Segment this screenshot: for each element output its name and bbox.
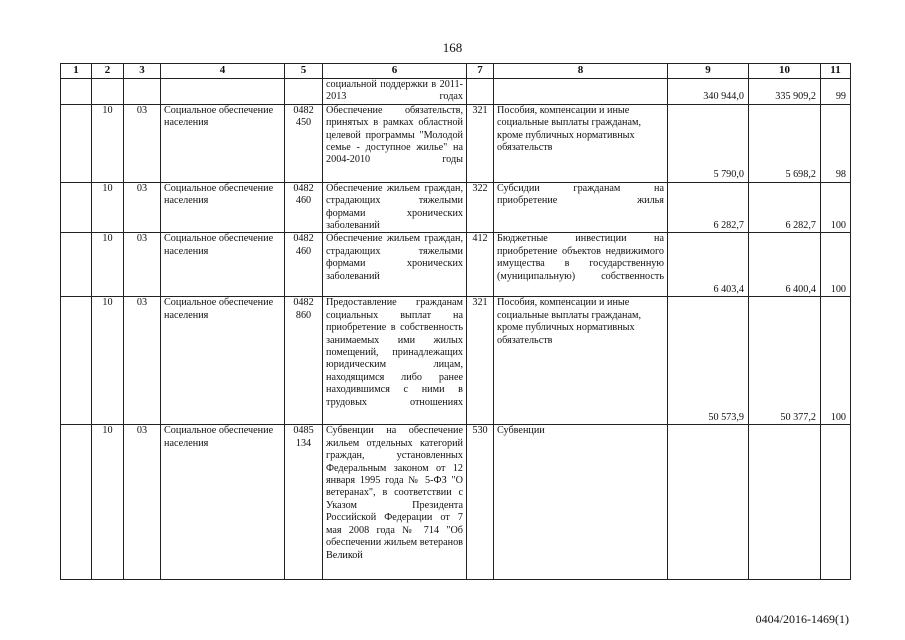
column-header: 8 (494, 64, 668, 79)
cell-expense-type-name: Пособия, компенсации и иные социальные выплаты гражданам, кроме публичных нормативных обязательств (494, 297, 668, 425)
table-row (61, 425, 851, 580)
cell-target-code: 0482 460 (285, 233, 323, 297)
cell-percent: 98 (821, 104, 851, 182)
cell-planned: 340 944,0 (668, 79, 749, 105)
column-header: 4 (161, 64, 285, 79)
cell-planned: 6 403,4 (668, 233, 749, 297)
cell-expense-type: 530 (467, 425, 494, 580)
cell-planned: 50 573,9 (668, 297, 749, 425)
cell-article-name: Предоставление гражданам социальных выплат на приобретение в собственность занимаемых ими жилых помещений, принадлежащих юридическим лицам, находящимся либо ранее находившимся с ними в трудовых отношениях (323, 297, 467, 425)
cell-subsection-name: Социальное обеспечение населения (161, 425, 285, 580)
cell-subsection-name: Социальное обеспечение населения (161, 297, 285, 425)
column-header: 11 (821, 64, 851, 79)
cell-row-number (61, 233, 92, 297)
cell-article-name: Субвенции на обеспечение жильем отдельных категорий граждан, установленных Федеральным законом от 12 января 1995 года № 5-ФЗ "О ветеранах", в соответствии с Указом Президента Российской Федерации от 7 мая 2008 года № 714 "Об обеспечении жильем ветеранов Великой (323, 425, 467, 580)
cell-target-code: 0482 860 (285, 297, 323, 425)
cell-expense-type: 321 (467, 104, 494, 182)
cell-subsection-name: Социальное обеспечение населения (161, 104, 285, 182)
cell-article-name: Обеспечение жильем граждан, страдающих тяжелыми формами хронических заболеваний (323, 233, 467, 297)
cell-row-number (61, 182, 92, 233)
cell-section: 10 (92, 182, 124, 233)
cell-section: 10 (92, 233, 124, 297)
cell-percent: 100 (821, 233, 851, 297)
cell-subsection: 03 (124, 182, 161, 233)
cell-executed: 6 400,4 (749, 233, 821, 297)
cell-section (92, 79, 124, 105)
cell-planned: 6 282,7 (668, 182, 749, 233)
cell-expense-type-name (494, 79, 668, 105)
cell-expense-type: 321 (467, 297, 494, 425)
cell-section: 10 (92, 297, 124, 425)
cell-target-code: 0482 450 (285, 104, 323, 182)
cell-subsection (124, 79, 161, 105)
cell-subsection-name: Социальное обеспечение населения (161, 182, 285, 233)
cell-expense-type-name: Субвенции (494, 425, 668, 580)
cell-expense-type-name: Субсидии гражданам на приобретение жилья (494, 182, 668, 233)
cell-subsection-name (161, 79, 285, 105)
cell-subsection: 03 (124, 297, 161, 425)
cell-subsection: 03 (124, 233, 161, 297)
header-row (61, 64, 851, 79)
cell-expense-type-name: Бюджетные инвестиции на приобретение объектов недвижимого имущества в государственную (муниципальную) собственность (494, 233, 668, 297)
cell-article-name: социальной поддержки в 2011-2013 годах (323, 79, 467, 105)
cell-percent: 100 (821, 182, 851, 233)
cell-subsection-name: Социальное обеспечение населения (161, 233, 285, 297)
column-header: 1 (61, 64, 92, 79)
table-row (61, 297, 851, 425)
cell-expense-type: 322 (467, 182, 494, 233)
column-header: 5 (285, 64, 323, 79)
cell-executed: 50 377,2 (749, 297, 821, 425)
cell-article-name: Обеспечение обязательств, принятых в рамках областной целевой программы "Молодой семье - доступное жилье" на 2004-2010 годы (323, 104, 467, 182)
cell-executed: 335 909,2 (749, 79, 821, 105)
cell-row-number (61, 425, 92, 580)
cell-executed: 5 698,2 (749, 104, 821, 182)
cell-article-name: Обеспечение жильем граждан, страдающих тяжелыми формами хронических заболеваний (323, 182, 467, 233)
table-row (61, 104, 851, 182)
cell-section: 10 (92, 104, 124, 182)
column-header: 10 (749, 64, 821, 79)
column-header: 6 (323, 64, 467, 79)
cell-expense-type: 412 (467, 233, 494, 297)
column-header: 7 (467, 64, 494, 79)
cell-subsection: 03 (124, 104, 161, 182)
column-header: 9 (668, 64, 749, 79)
cell-planned: 5 790,0 (668, 104, 749, 182)
page-number: 168 (442, 40, 463, 55)
cell-target-code (285, 79, 323, 105)
cell-percent (821, 425, 851, 580)
cell-executed: 6 282,7 (749, 182, 821, 233)
cell-row-number (61, 104, 92, 182)
document-code: 0404/2016-1469(1) (755, 612, 849, 626)
table-row (61, 79, 851, 105)
cell-expense-type (467, 79, 494, 105)
cell-row-number (61, 297, 92, 425)
table-row (61, 182, 851, 233)
column-header: 2 (92, 64, 124, 79)
table-row (61, 233, 851, 297)
budget-execution-table (60, 63, 851, 580)
cell-executed (749, 425, 821, 580)
cell-section: 10 (92, 425, 124, 580)
cell-subsection: 03 (124, 425, 161, 580)
cell-row-number (61, 79, 92, 105)
cell-percent: 100 (821, 297, 851, 425)
column-header: 3 (124, 64, 161, 79)
cell-target-code: 0485 134 (285, 425, 323, 580)
cell-percent: 99 (821, 79, 851, 105)
cell-expense-type-name: Пособия, компенсации и иные социальные выплаты гражданам, кроме публичных нормативных обязательств (494, 104, 668, 182)
cell-target-code: 0482 460 (285, 182, 323, 233)
cell-planned (668, 425, 749, 580)
